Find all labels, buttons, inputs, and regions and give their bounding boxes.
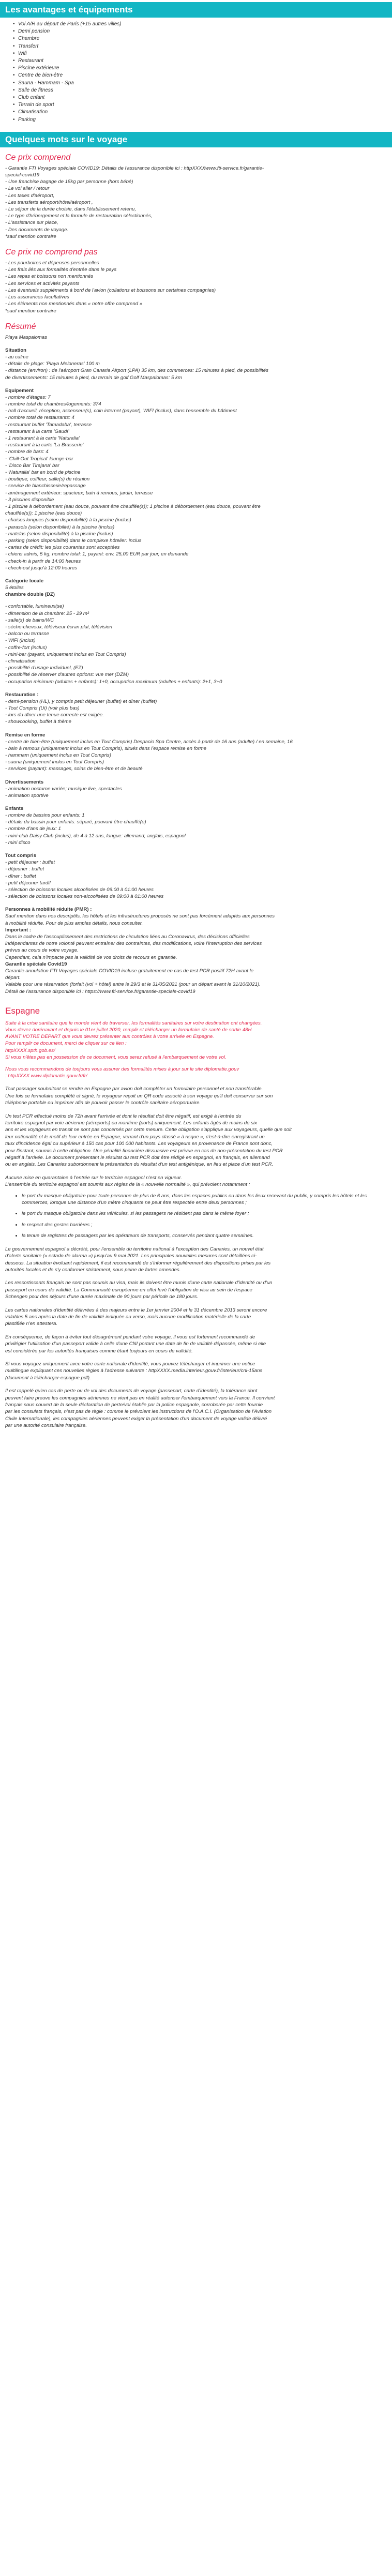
text-line: - au calme bbox=[5, 354, 28, 360]
text-line: téléphone portable ou imprimer afin de pouvoir passer le contrôle sanitaire aéroportuaire. bbox=[5, 1100, 201, 1106]
espagne-para-2 bbox=[5, 1113, 387, 1168]
text-line: - restaurant buffet 'Tamadaba', terrasse bbox=[5, 421, 92, 428]
rule-item: • la tenue de registres de passagers par les opérateurs de transports, conservés pendant quatre semaines. bbox=[22, 1232, 387, 1239]
text-line: Schengen pour des séjours d'une durée maximale de 90 jours par période de 180 jours. bbox=[5, 1294, 199, 1300]
text-line: - Tout Compris (Ui) (voir plus bas) bbox=[5, 705, 80, 712]
avantage-item: • Vol A/R au départ de Paris (+15 autres villes) bbox=[14, 21, 392, 28]
text-line: Une fois ce formulaire complété et signé, le voyageur reçoit un QR code associé à son voyage qu'il doit conserver sur son bbox=[5, 1093, 273, 1099]
text-line: - parasols (selon disponibilité) à la piscine (inclus) bbox=[5, 524, 115, 530]
text-line: privilégier l'utilisation d'un passeport valide à celle d'une CNI portant une date de fin de validité dépassée, même si elle bbox=[5, 1341, 266, 1347]
text-line: - balcon ou terrasse bbox=[5, 631, 49, 637]
text-line: Garantie annulation FTI Voyages spéciale COVID19 incluse gratuitement en cas de test PCR positif 72H avant le bbox=[5, 968, 254, 974]
text-line: - check-out jusqu'à 12:00 heures bbox=[5, 565, 77, 571]
text-line: - confortable, lumineux(se) bbox=[5, 604, 64, 610]
text-line: - dimension de la chambre: 25 - 29 m² bbox=[5, 610, 89, 616]
text-line: - détails de plage: 'Playa Meloneras' 100 m bbox=[5, 361, 100, 367]
text-line: - distance (environ) : de l'aéroport Gran Canaria Airport (LPA) 35 km, des commerces: 15 minutes à pied, de possibilités bbox=[5, 368, 268, 374]
text-line: d'alerte sanitaire (« estado de alarma ») jusqu'au 9 mai 2021. Les principales nouvelles mesures sont détaillées ci- bbox=[5, 1253, 257, 1259]
avantage-item: • Parking bbox=[14, 116, 392, 124]
text-line: - nombre total de restaurants: 4 bbox=[5, 415, 74, 421]
text-line: Le gouvernement espagnol a décrété, pour l'ensemble du territoire national à l'exception des Canaries, un nouvel état bbox=[5, 1246, 264, 1252]
text-line: - showcooking, buffet à thème bbox=[5, 719, 71, 725]
text-line: - climatisation bbox=[5, 658, 36, 665]
text-line: - L'assistance sur place, bbox=[5, 220, 58, 226]
text-line: plastifiée n'en attestera. bbox=[5, 1321, 58, 1327]
inclus-list bbox=[5, 165, 387, 240]
text-line: peuvent faire preuve les compagnies aériennes ne vient pas en réalité autoriser l'embarquement vers la France. Il convient bbox=[5, 1395, 275, 1401]
text-line: - animation nocturne variée; musique live, spectacles bbox=[5, 786, 122, 792]
text-line: leur nationalité et le motif de leur entrée en Espagne, venant d'un pays classé « à risque », c'est-à-dire enregistrant un bbox=[5, 1134, 265, 1140]
text-line: - Les repas et boissons non mentionnés bbox=[5, 274, 94, 280]
avantage-item: • Club enfant bbox=[14, 94, 392, 101]
remise-list bbox=[5, 739, 387, 773]
text-line: - occupation minimum (adultes + enfants): 1+0, occupation maximum (adultes + enfants): 2+1, 3+0 bbox=[5, 679, 222, 685]
pmr-heading: Personnes à mobilité réduite (PMR) : bbox=[5, 907, 92, 913]
categorie-heading: Catégorie locale bbox=[5, 578, 44, 584]
text-line: à mobilité réduite. Pour de plus amples détails, nous consulter. bbox=[5, 920, 143, 926]
important-text bbox=[5, 933, 387, 961]
exclus-heading: Ce prix ne comprend pas bbox=[5, 248, 98, 257]
text-line: - nombre de bassins pour enfants: 1 bbox=[5, 812, 85, 819]
text-line: Nous vous recommandons de toujours vous assurer des formalités mises à jour sur le site diplomatie.gouv bbox=[5, 1066, 239, 1072]
text-line: - Les éléments non mentionnés dans « notre offre comprend » bbox=[5, 301, 143, 307]
espagne-para-3 bbox=[5, 1174, 387, 1188]
avantage-item: • Terrain de sport bbox=[14, 101, 392, 109]
text-line: Cependant, cela n'impacte pas la validité de vos droits de recours en garantie. bbox=[5, 954, 177, 960]
restauration-list bbox=[5, 698, 387, 726]
rule-item: • le respect des gestes barrières ; bbox=[22, 1222, 387, 1228]
resume-heading: Résumé bbox=[5, 322, 36, 331]
rule-item: • le port du masque obligatoire dans les véhicules, si les passagers ne résident pas dans le même foyer ; bbox=[22, 1210, 387, 1217]
pmr-text bbox=[5, 913, 387, 926]
text-line: - coffre-fort (inclus) bbox=[5, 644, 47, 651]
text-line: pour l'instant, soumis à cette obligation. Une pénalité financière dissuasive est prévue en cas de non-présentation du test PCR bbox=[5, 1148, 283, 1154]
espagne-para-6 bbox=[5, 1307, 387, 1328]
exclus-list bbox=[5, 260, 387, 314]
text-line: - déjeuner : buffet bbox=[5, 866, 44, 872]
chambre-list bbox=[5, 603, 387, 685]
text-line: - lors du dîner une tenue correcte est exigée. bbox=[5, 712, 104, 718]
text-line: httpXXXX.spth.gob.es/ bbox=[5, 1047, 55, 1053]
text-line: - chaises longues (selon disponibilité) à la piscine (inclus) bbox=[5, 517, 131, 523]
text-line: - service de blanchisserie/repassage bbox=[5, 483, 86, 489]
text-line: Il est rappelé qu'en cas de perte ou de vol des documents de voyage (passeport, carte d'identité), la tolérance dont bbox=[5, 1388, 258, 1394]
espagne-para-4 bbox=[5, 1246, 387, 1274]
voyage-content bbox=[0, 147, 392, 1429]
text-line: - nombre d'ans de jeux: 1 bbox=[5, 826, 61, 832]
text-line: - sélection de boissons locales alcoolisées de 09:00 à 01:00 heures bbox=[5, 886, 154, 893]
text-line: Tout passager souhaitant se rendre en Espagne par avion doit compléter un formulaire personnel et non transférable. bbox=[5, 1086, 263, 1092]
text-line: - sèche-cheveux, téléviseur écran plat, télévision bbox=[5, 624, 112, 630]
espagne-alert bbox=[5, 1020, 387, 1061]
text-line: par les consulats français, n'est pas de règle : comme le prévoient les instructions de l'O.A.C.I. (Organisation de l'Aviation bbox=[5, 1409, 272, 1415]
text-line: Civile Internationale), les compagnies aériennes peuvent exiger la présentation d'un document de voyage valide délivré bbox=[5, 1415, 267, 1422]
garantie-text bbox=[5, 968, 387, 995]
text-line: - mini disco bbox=[5, 839, 31, 846]
text-line: - hall d'accueil, réception, ascenseur(s), coin internet (payant), WIFI (inclus), dans l'ensemble du bâtiment bbox=[5, 408, 237, 414]
avantage-item: • Transfert bbox=[14, 43, 392, 50]
text-line: - mini-bar (payant, uniquement inclus en Tout Compris) bbox=[5, 651, 126, 657]
avantage-item: • Demi pension bbox=[14, 28, 392, 35]
text-line: - petit déjeuner tardif bbox=[5, 880, 51, 886]
text-line: Pour remplir ce document, merci de cliquer sur ce lien : bbox=[5, 1041, 127, 1047]
text-line: - Les assurances facultatives bbox=[5, 294, 69, 300]
avantage-item: • Climatisation bbox=[14, 109, 392, 116]
text-line: ans et les voyageurs en transit ne sont pas concernés par cette mesure. Cette obligation s'applique aux voyageurs, quelle que soit bbox=[5, 1127, 292, 1133]
avantage-item: • Wifi bbox=[14, 50, 392, 57]
text-line: valables 5 ans après la date de fin de validité indiquée au verso, mais aucune modification matérielle de la carte bbox=[5, 1314, 251, 1320]
espagne-para-8 bbox=[5, 1361, 387, 1381]
espagne-para-9 bbox=[5, 1388, 387, 1429]
text-line: - 1 restaurant à la carte 'Naturalia' bbox=[5, 435, 80, 441]
equipement-heading: Equipement bbox=[5, 387, 34, 394]
text-line: - centre de bien-être (uniquement inclus en Tout Compris) Despacio Spa Centre, accès à partir de 16 ans (adulte) / en semaine, 16 bbox=[5, 739, 293, 745]
text-line: Les cartes nationales d'identité délivrées à des majeurs entre le 1er janvier 2004 et le 31 décembre 2013 seront encore bbox=[5, 1307, 267, 1313]
text-line: (document à télécharger-espagne.pdf). bbox=[5, 1375, 91, 1381]
hotel-name: Playa Maspalomas bbox=[5, 334, 48, 340]
text-line: - Les services et activités payants bbox=[5, 280, 80, 287]
text-line: Vous devez dorénavant et depuis le 01er juillet 2020, remplir et télécharger un formulaire de santé de sortie 48H bbox=[5, 1027, 252, 1033]
inclus-heading: Ce prix comprend bbox=[5, 153, 71, 162]
espagne-para-5 bbox=[5, 1279, 387, 1300]
text-line: - aménagement extérieur: spacieux; bain à remous, jardin, terrasse bbox=[5, 490, 153, 496]
toutcompris-list bbox=[5, 859, 387, 900]
text-line: - Le séjour de la durée choisie, dans l'établissement retenu, bbox=[5, 206, 137, 213]
toutcompris-heading: Tout compris bbox=[5, 853, 37, 859]
text-line: départ. bbox=[5, 975, 21, 981]
text-line: Les ressortissants français ne sont pas soumis au visa, mais ils doivent être munis d'une carte nationale d'identité ou d'un bbox=[5, 1280, 273, 1286]
text-line: par une autorité consulaire française. bbox=[5, 1423, 87, 1429]
text-line: - 1 piscine à débordement (eau douce, pouvant être chauffée(s)); 1 piscine à débordement (eau douce, pouvant être bbox=[5, 503, 261, 509]
text-line: - détails du bassin pour enfants: séparé, pouvant être chauffé(e) bbox=[5, 819, 146, 825]
text-line: territoire espagnol par voie aérienne (aéroports) ou maritime (ports) uniquement. Les enfants âgés de moins de six bbox=[5, 1120, 257, 1126]
text-line: Suite à la crise sanitaire que le monde vient de traverser, les formalités sanitaires sur votre destination ont changées. bbox=[5, 1020, 262, 1026]
avantage-item: • Salle de fitness bbox=[14, 87, 392, 94]
divertissements-list bbox=[5, 786, 387, 799]
text-line: - restaurant à la carte 'Gaudí' bbox=[5, 428, 69, 434]
text-line: ou en anglais. Les Canaries subordonnent la présentation du résultat d'un test antigénique, en lieu et place d'un test PCR. bbox=[5, 1162, 274, 1168]
text-line: - 'Naturalia' bar en bord de piscine bbox=[5, 469, 81, 475]
text-line: : httpXXXX.www.diplomatie.gouv.fr/fr/ bbox=[5, 1073, 87, 1079]
text-line: - boutique, coiffeur, salle(s) de réunion bbox=[5, 476, 90, 483]
text-line: - matelas (selon disponibilité) à la piscine (inclus) bbox=[5, 531, 113, 537]
text-line: - check-in à partir de 14:00 heures bbox=[5, 558, 81, 564]
text-line: - Les pourboires et dépenses personnelles bbox=[5, 260, 99, 266]
divertissements-heading: Divertissements bbox=[5, 779, 44, 785]
chambre-heading: chambre double (DZ) bbox=[5, 592, 55, 598]
important-heading: Important : bbox=[5, 927, 32, 933]
text-line: chauffée(s)); 1 piscine (eau douce) bbox=[5, 510, 82, 517]
text-line: Valable pour une réservation (forfait (vol + hôtel) entre le 29/3 et le 31/05/2021 (pour un départ avant le 31/10/2021). bbox=[5, 982, 261, 988]
text-line: - possibilité de réserver d'autres options: vue mer (DZM) bbox=[5, 672, 129, 678]
text-line: - chiens admis, 5 kg, nombre total: 1, payant: env. 25,00 EUR par jour, en demande bbox=[5, 551, 189, 558]
avantages-list bbox=[0, 21, 392, 124]
espagne-diplomatie bbox=[5, 1066, 387, 1079]
text-line: - Garantie FTI Voyages spéciale COVID19: Détails de l'assurance disponible ici : httpXXXXwww.fti-service.fr/garantie- bbox=[5, 165, 264, 171]
espagne-rules-list bbox=[5, 1193, 387, 1240]
avantage-item: • Piscine extérieure bbox=[14, 65, 392, 72]
text-line: dessous. La situation évoluant rapidement, il est recommandé de s'informer régulièrement des dispositions prises par les bbox=[5, 1260, 271, 1266]
text-line: négatif à l'arrivée. Le document présentant le résultat du test PCR doit être rédigé en espagnol, en français, en allemand bbox=[5, 1155, 270, 1161]
voyage-banner: Quelques mots sur le voyage bbox=[0, 132, 392, 147]
text-line: AVANT VOTRE DÉPART que vous devrez présenter aux contrôles à votre arrivée en Espagne. bbox=[5, 1034, 214, 1040]
text-line: - restaurant à la carte 'La Brasserie' bbox=[5, 442, 84, 448]
avantage-item: • Restaurant bbox=[14, 57, 392, 65]
text-line: multilingue expliquant ces nouvelles règles à l'adresse suivante : httpXXXX.media.interieur.gouv.fr/interieur/cni-15ans bbox=[5, 1368, 263, 1374]
text-line: special-covid19 bbox=[5, 172, 40, 178]
text-line: - sauna (uniquement inclus en Tout Compris) bbox=[5, 759, 104, 765]
text-line: - cartes de crédit: les plus courantes sont acceptées bbox=[5, 545, 120, 551]
text-line: Dans le cadre de l'assouplissement des restrictions de circulation liées au Coronavirus, des décisions officielles bbox=[5, 933, 250, 940]
text-line: - nombre de bars: 4 bbox=[5, 449, 49, 455]
situation-list bbox=[5, 354, 387, 381]
text-line: indépendantes de notre volonté peuvent entraîner des contraintes, des modifications, voire l'interruption des services bbox=[5, 941, 262, 947]
text-line: - Les éventuels suppléments à bord de l'avion (collations et boissons sur certaines compagnies) bbox=[5, 287, 216, 293]
text-line: Détail de l'assurance disponible ici : https://www.fti-service.fr/garantie-speciale-covid19 bbox=[5, 988, 195, 995]
situation-heading: Situation bbox=[5, 347, 27, 353]
enfants-heading: Enfants bbox=[5, 806, 24, 812]
garantie-heading: Garantie spéciale Covid19 bbox=[5, 961, 67, 967]
restauration-heading: Restauration : bbox=[5, 691, 39, 698]
text-line: prévus au cours de votre voyage. bbox=[5, 947, 79, 954]
avantage-item: • Sauna - Hammam - Spa bbox=[14, 80, 392, 87]
text-line: - Des documents de voyage. bbox=[5, 227, 69, 233]
text-line: - 'Disco Bar Tirajana' bar bbox=[5, 462, 59, 469]
text-line: Si vous voyagez uniquement avec votre carte nationale d'identité, vous pouvez télécharger et imprimer une notice bbox=[5, 1361, 255, 1367]
text-line: - 'Chill-Out Tropical' lounge-bar bbox=[5, 456, 73, 462]
text-line: - Les frais liés aux formalités d'entrée dans le pays bbox=[5, 267, 117, 273]
avantages-banner: Les avantages et équipements bbox=[0, 2, 392, 18]
text-line: est considérée par les autorités françaises comme étant toujours en cours de validité. bbox=[5, 1348, 193, 1354]
text-line: En conséquence, de façon à éviter tout désagrément pendant votre voyage, il vous est fortement recommandé de bbox=[5, 1334, 255, 1340]
text-line: - dîner : buffet bbox=[5, 873, 36, 879]
text-line: *sauf mention contraire bbox=[5, 308, 56, 314]
enfants-list bbox=[5, 812, 387, 846]
espagne-para-1 bbox=[5, 1086, 387, 1106]
text-line: - Le vol aller / retour bbox=[5, 186, 50, 192]
equipement-list bbox=[5, 394, 387, 571]
text-line: - parking (selon disponibilité) dans le complexe hôtelier: inclus bbox=[5, 537, 142, 544]
text-line: - demi-pension (HL), y compris petit déjeuner (buffet) et dîner (buffet) bbox=[5, 698, 157, 704]
text-line: - 3 piscines disponible bbox=[5, 496, 54, 503]
text-line: - Le type d'hébergement et la formule de restauration sélectionnés, bbox=[5, 213, 153, 219]
text-line: - WiFi (inclus) bbox=[5, 638, 36, 644]
rule-item: • le port du masque obligatoire pour toute personne de plus de 6 ans, dans les espaces publics ou dans les lieux recevant du public, y compris les hôtels et les commerces, lorsque une distance d'un mètre cinquante ne peut être respectée entre deux personnes ; bbox=[22, 1193, 387, 1207]
text-line: - Les transferts aéroport/hôtel/aéroport , bbox=[5, 199, 93, 205]
avantage-item: • Chambre bbox=[14, 35, 392, 42]
text-line: - services (payant): massages, soins de bien-être et de beauté bbox=[5, 766, 143, 772]
text-line: *sauf mention contraire bbox=[5, 233, 56, 239]
espagne-heading: Espagne bbox=[5, 1005, 40, 1016]
text-line: autorités locales et de s'y conformer strictement, sous peine de fortes amendes. bbox=[5, 1267, 181, 1273]
text-line: - salle(s) de bains/WC bbox=[5, 617, 54, 623]
text-line: - mini-club Daisy Club (inclus), de 4 à 12 ans, langue: allemand, anglais, espagnol bbox=[5, 833, 186, 839]
text-line: - nombre d'étages: 7 bbox=[5, 394, 51, 400]
text-line: taux d'incidence égal ou supérieur à 150 cas pour 100 000 habitants. Les voyageurs en provenance de France sont donc, bbox=[5, 1141, 273, 1147]
text-line: - petit déjeuner : buffet bbox=[5, 860, 55, 866]
text-line: - hammam (uniquement inclus en Tout Compris) bbox=[5, 752, 111, 759]
text-line: Un test PCR effectué moins de 72h avant l'arrivée et dont le résultat doit être négatif, est exigé à l'entrée du bbox=[5, 1113, 242, 1119]
text-line: - Une franchise bagage de 15kg par personne (hors bébé) bbox=[5, 179, 133, 185]
text-line: - nombre total de chambres/logements: 374 bbox=[5, 401, 101, 407]
text-line: Si vous n'êtes pas en possession de ce document, vous serez refusé à l'embarquement de votre vol. bbox=[5, 1054, 227, 1060]
text-line: Aucune mise en quarantaine à l'entrée sur le territoire espagnol n'est en vigueur. bbox=[5, 1174, 182, 1181]
espagne-para-7 bbox=[5, 1334, 387, 1354]
text-line: - animation sportive bbox=[5, 792, 49, 799]
text-line: de divertissements: 15 minutes à pied, du terrain de golf Golf Maspalomas: 5 km bbox=[5, 374, 182, 381]
text-line: L'ensemble du territoire espagnol est soumis aux règles de la « nouvelle normalité », qui prévoient notamment : bbox=[5, 1182, 250, 1188]
text-line: - Les taxes d'aéroport, bbox=[5, 192, 55, 199]
remise-heading: Remise en forme bbox=[5, 732, 46, 738]
avantage-item: • Centre de bien-être bbox=[14, 72, 392, 79]
text-line: passeport en cours de validité. La Communauté européenne en effet levé l'obligation de visa au sein de l'espace bbox=[5, 1287, 252, 1293]
text-line: Sauf mention dans nos descriptifs, les hôtels et les infrastructures proposés ne sont pas forcément adaptés aux personnes bbox=[5, 913, 275, 920]
text-line: - sélection de boissons locales non-alcoolisées de 09:00 à 01:00 heures bbox=[5, 894, 164, 900]
text-line: français sous couvert de la seule déclaration de perte/vol établie par la police espagnole, corroborée par cette fournie bbox=[5, 1402, 263, 1408]
text-line: - possibilité d'usage individuel, (EZ) bbox=[5, 665, 83, 671]
categorie-value: 5 étoiles bbox=[5, 585, 24, 591]
text-line: - bain à remous (uniquement inclus en Tout Compris), situés dans l'espace remise en forme bbox=[5, 745, 207, 751]
